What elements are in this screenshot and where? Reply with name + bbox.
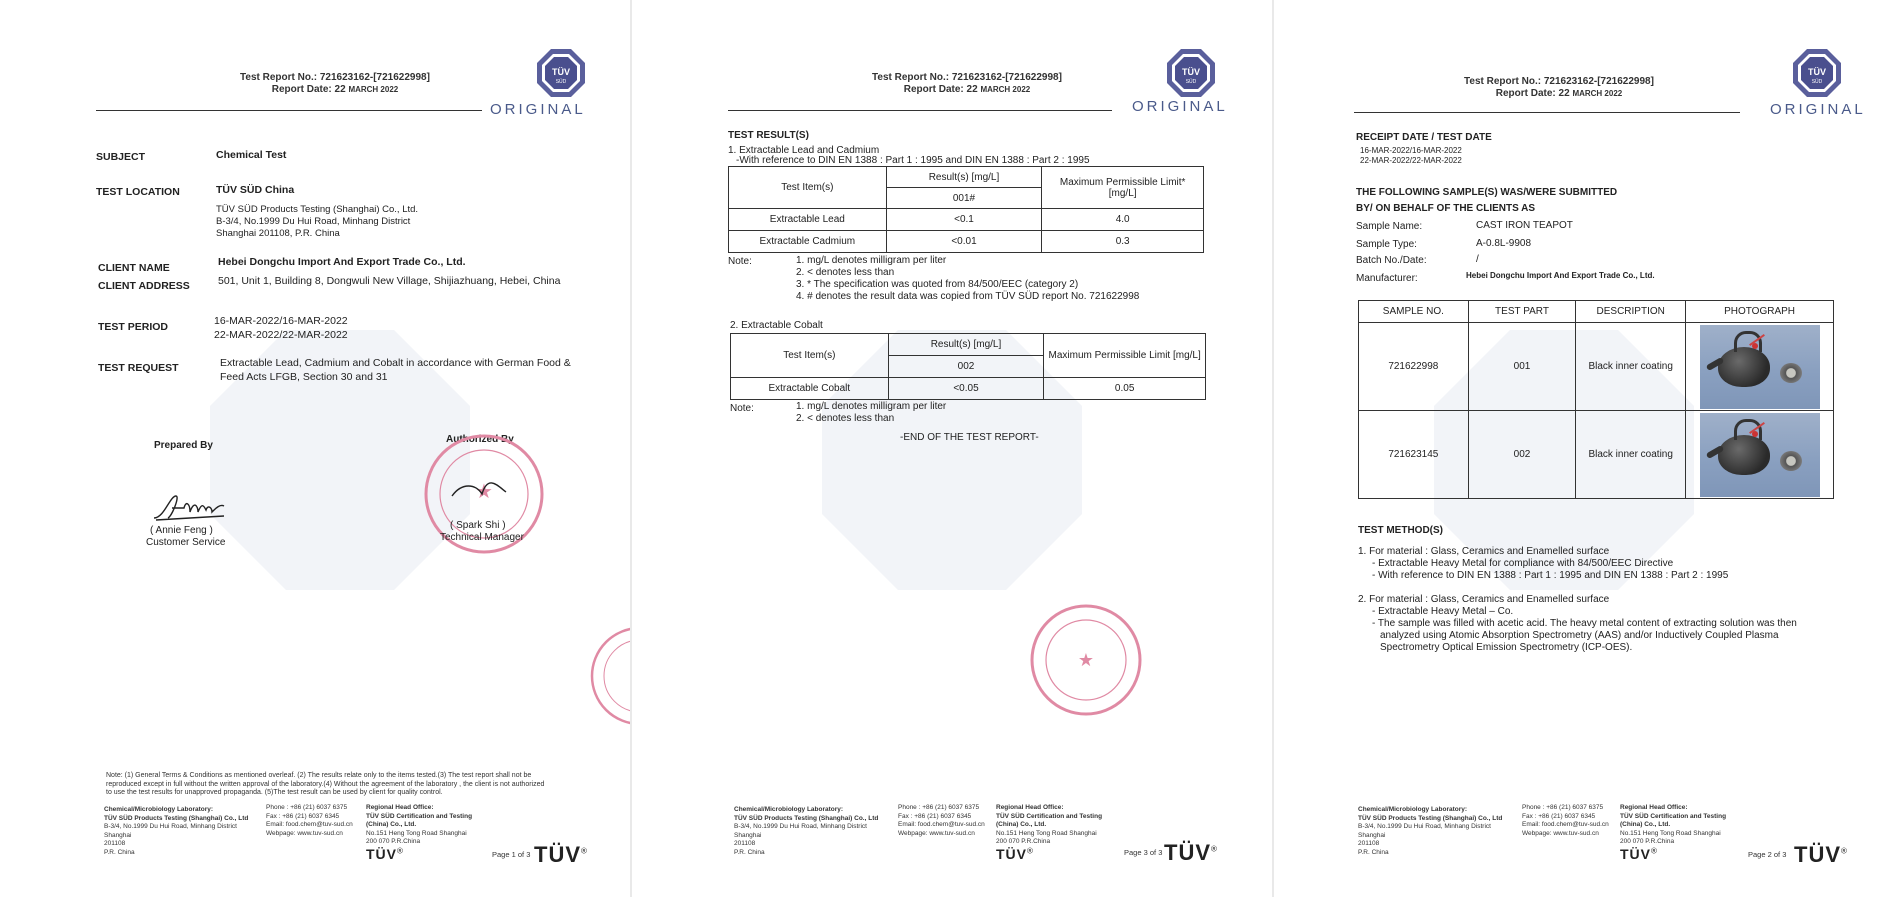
sample-name-label: Sample Name: xyxy=(1356,221,1423,232)
footer-contact: Phone : +86 (21) 6037 6375 Fax : +86 (21) 6037 6345 Email: food.chem@tuv-sud.cn Webpage: www.tuv-sud.cn xyxy=(898,804,985,837)
report-date: Report Date: 22 MARCH 2022 xyxy=(903,84,1031,95)
subject-value: Chemical Test xyxy=(216,149,287,161)
report-number: Test Report No.: 721623162-[721622998] xyxy=(872,72,1062,83)
cobalt-table xyxy=(730,333,1206,400)
col-header-test-item: Test Item(s) xyxy=(729,167,887,209)
svg-text:TÜV: TÜV xyxy=(1182,67,1200,77)
footer-regional-office: Regional Head Office: TÜV SÜD Certification and Testing (China) Co., Ltd. No.151 Heng Tong Road Shanghai 200 070 P.R.China xyxy=(366,804,473,845)
header-divider xyxy=(728,110,1112,111)
svg-text:SÜD: SÜD xyxy=(555,79,567,85)
section2-title: 2. Extractable Cobalt xyxy=(730,320,823,331)
client-address-label: CLIENT ADDRESS xyxy=(98,280,190,292)
page-number: Page 3 of 3 xyxy=(1124,848,1163,857)
test-methods-title: TEST METHOD(S) xyxy=(1358,525,1443,536)
footer-tuv-logo: TÜV® xyxy=(1794,842,1848,867)
sample-type-label: Sample Type: xyxy=(1356,239,1417,250)
col-header-limit: Maximum Permissible Limit [mg/L] xyxy=(1044,334,1206,378)
header-divider xyxy=(96,110,482,111)
svg-text:TÜV: TÜV xyxy=(1808,67,1826,77)
col-header-sample: 002 xyxy=(888,356,1044,378)
table-row: 721622998 001 Black inner coating xyxy=(1359,323,1834,411)
original-stamp: ORIGINAL xyxy=(490,101,586,118)
manufacturer-value: Hebei Dongchu Import And Export Trade Co., Ltd. xyxy=(1466,271,1655,280)
sample-type-value: A-0.8L-9908 xyxy=(1476,238,1532,249)
sample-photo-2 xyxy=(1686,411,1834,499)
batch-label: Batch No./Date: xyxy=(1356,255,1427,266)
authorizer-name: ( Spark Shi ) xyxy=(450,520,506,531)
teapot-photo xyxy=(1700,413,1820,497)
col-header-description: DESCRIPTION xyxy=(1576,301,1686,323)
table-row: Extractable Cadmium <0.01 0.3 xyxy=(729,231,1204,253)
report-header xyxy=(832,72,1102,96)
test-location-address: TÜV SÜD Products Testing (Shanghai) Co., Ltd. B-3/4, No.1999 Du Hui Road, Minhang District Shanghai 201108, P.R. China xyxy=(216,204,419,239)
footer-lab: Chemical/Microbiology Laboratory: TÜV SÜD Products Testing (Shanghai) Co., Ltd B-3/4, No.1999 Du Hui Road, Minhang District Shanghai 201108 P.R. China xyxy=(1358,806,1503,856)
authorizer-title: Technical Manager xyxy=(440,532,524,543)
col-header-test-part: TEST PART xyxy=(1468,301,1576,323)
submitted-heading-1: THE FOLLOWING SAMPLE(S) WAS/WERE SUBMITTED xyxy=(1356,187,1618,198)
method-1: 1. For material : Glass, Ceramics and Enamelled surface - Extractable Heavy Metal for compliance with 84/500/EEC Directive - With reference to DIN EN 1388 : Part 1 : 1995 and DIN EN 1388 : Part 2 : 1995 xyxy=(1358,546,1729,581)
original-stamp: ORIGINAL xyxy=(1770,101,1866,118)
svg-text:★: ★ xyxy=(1077,650,1095,670)
tuv-octagon-logo-icon xyxy=(1792,48,1842,98)
table-row: Extractable Lead <0.1 4.0 xyxy=(729,209,1204,231)
report-header xyxy=(1424,76,1694,100)
tuv-octagon-logo-icon xyxy=(1166,48,1216,98)
section1-title: 1. Extractable Lead and Cadmium xyxy=(728,145,880,156)
footer-tuv-small-logo: TÜV® xyxy=(996,846,1034,862)
svg-text:TÜV: TÜV xyxy=(552,67,570,77)
test-period-label: TEST PERIOD xyxy=(98,321,169,333)
client-address-value: 501, Unit 1, Building 8, Dongwuli New Village, Shijiazhuang, Hebei, China xyxy=(218,275,561,287)
tuv-octagon-logo-icon xyxy=(536,48,586,98)
authorized-by-label: Authorized By xyxy=(446,434,514,445)
footer-tuv-small-logo: TÜV® xyxy=(1620,846,1658,862)
footer-lab: Chemical/Microbiology Laboratory: TÜV SÜD Products Testing (Shanghai) Co., Ltd B-3/4, No.1999 Du Hui Road, Minhang District Shanghai 201108 P.R. China xyxy=(104,806,249,856)
page-number: Page 2 of 3 xyxy=(1748,850,1787,859)
page1-note: Note: (1) General Terms & Conditions as mentioned overleaf. (2) The results relate only to the items tested.(3) The test report shall not be reproduced except in full without the written approval of the laboratory.(4) Without the agreement of the laboratory , the client is not authorized to use the test results for unapproved propaganda. (5)The test result can be used by client for quality control. xyxy=(106,772,545,796)
report-date: Report Date: 22 MARCH 2022 xyxy=(1495,88,1623,99)
lead-cadmium-table xyxy=(728,166,1204,253)
col-header-photograph: PHOTOGRAPH xyxy=(1686,301,1834,323)
svg-text:SÜD: SÜD xyxy=(1811,79,1823,85)
test-request-value: Extractable Lead, Cadmium and Cobalt in accordance with German Food & Feed Acts LFGB, Section 30 and 31 xyxy=(220,357,571,383)
preparer-title: Customer Service xyxy=(146,537,226,548)
preparer-name: ( Annie Feng ) xyxy=(150,525,213,536)
submitted-heading-2: BY/ ON BEHALF OF THE CLIENTS AS xyxy=(1356,203,1536,214)
test-location-value: TÜV SÜD China xyxy=(216,184,295,196)
sample-photo-1 xyxy=(1686,323,1834,411)
footer-contact: Phone : +86 (21) 6037 6375 Fax : +86 (21) 6037 6345 Email: food.chem@tuv-sud.cn Webpage: www.tuv-sud.cn xyxy=(1522,804,1609,837)
test-period-values: 16-MAR-2022/16-MAR-2022 22-MAR-2022/22-MAR-2022 xyxy=(214,315,348,341)
receipt-date-values: 16-MAR-2022/16-MAR-2022 22-MAR-2022/22-MAR-2022 xyxy=(1360,146,1462,165)
footer-regional-office: Regional Head Office: TÜV SÜD Certification and Testing (China) Co., Ltd. No.151 Heng Tong Road Shanghai 200 070 P.R.China xyxy=(996,804,1103,845)
svg-text:SÜD: SÜD xyxy=(1185,79,1197,85)
report-date: Report Date: 22 MARCH 2022 xyxy=(271,84,399,95)
notes-list-2: 1. mg/L denotes milligram per liter 2. < denotes less than xyxy=(796,401,947,424)
report-number: Test Report No.: 721623162-[721622998] xyxy=(240,72,430,83)
col-header-result: Result(s) [mg/L] xyxy=(886,167,1042,188)
col-header-limit: Maximum Permissible Limit* [mg/L] xyxy=(1042,167,1204,209)
prepared-by-label: Prepared By xyxy=(154,440,213,451)
annie-signature-icon xyxy=(150,490,230,524)
company-seal-icon xyxy=(1026,600,1146,720)
report-number: Test Report No.: 721623162-[721622998] xyxy=(1464,76,1654,87)
original-stamp: ORIGINAL xyxy=(1132,98,1228,115)
col-header-sample-no: SAMPLE NO. xyxy=(1359,301,1469,323)
table-row: 721623145 002 Black inner coating xyxy=(1359,411,1834,499)
notes-list-1: 1. mg/L denotes milligram per liter 2. < denotes less than 3. * The specification was quoted from 84/500/EEC (category 2) 4. # denotes the result data was copied from TÜV SÜD report No. 721622998 xyxy=(796,255,1140,302)
report-header xyxy=(200,72,470,96)
page-number: Page 1 of 3 xyxy=(492,850,531,859)
footer-regional-office: Regional Head Office: TÜV SÜD Certification and Testing (China) Co., Ltd. No.151 Heng Tong Road Shanghai 200 070 P.R.China xyxy=(1620,804,1727,845)
sample-table xyxy=(1358,300,1834,499)
receipt-date-title: RECEIPT DATE / TEST DATE xyxy=(1356,132,1492,143)
manufacturer-label: Manufacturer: xyxy=(1356,273,1418,284)
footer-tuv-small-logo: TÜV® xyxy=(366,846,404,862)
footer-contact: Phone : +86 (21) 6037 6375 Fax : +86 (21) 6037 6345 Email: food.chem@tuv-sud.cn Webpage: www.tuv-sud.cn xyxy=(266,804,353,837)
col-header-test-item: Test Item(s) xyxy=(731,334,889,378)
client-name-label: CLIENT NAME xyxy=(98,262,170,274)
client-name-value: Hebei Dongchu Import And Export Trade Co., Ltd. xyxy=(218,256,466,268)
report-page-2 xyxy=(1274,0,1900,897)
test-location-label: TEST LOCATION xyxy=(96,186,180,198)
footer-tuv-logo: TÜV® xyxy=(1164,840,1218,865)
footer-tuv-logo: TÜV® xyxy=(534,842,588,867)
col-header-sample: 001# xyxy=(886,188,1042,209)
subject-label: SUBJECT xyxy=(96,151,146,163)
batch-value: / xyxy=(1476,254,1479,265)
header-divider xyxy=(1354,112,1740,113)
report-page-1 xyxy=(0,0,630,897)
footer-lab: Chemical/Microbiology Laboratory: TÜV SÜD Products Testing (Shanghai) Co., Ltd B-3/4, No.1999 Du Hui Road, Minhang District Shanghai 201108 P.R. China xyxy=(734,806,879,856)
svg-text:★: ★ xyxy=(475,481,493,503)
test-request-label: TEST REQUEST xyxy=(98,362,179,374)
table-row: Extractable Cobalt <0.05 0.05 xyxy=(731,378,1206,400)
method-2: 2. For material : Glass, Ceramics and Enamelled surface - Extractable Heavy Metal – Co. - The sample was filled with acetic acid. The heavy metal content of extracting solution was then analyzed using Atomic Absorption Spectrometry (AAS) and/or Inductively Coupled Plasma Spectrometry Optical Emission Spectrometry (ICP-OES). xyxy=(1358,594,1797,653)
col-header-result: Result(s) [mg/L] xyxy=(888,334,1044,356)
note-label: Note: xyxy=(730,403,754,414)
partial-seal-icon xyxy=(588,624,630,728)
report-page-3 xyxy=(632,0,1272,897)
teapot-photo xyxy=(1700,325,1820,409)
section1-reference: -With reference to DIN EN 1388 : Part 1 : 1995 and DIN EN 1388 : Part 2 : 1995 xyxy=(736,155,1090,166)
sample-name-value: CAST IRON TEAPOT xyxy=(1476,220,1573,231)
end-of-report: -END OF THE TEST REPORT- xyxy=(900,432,1039,443)
note-label: Note: xyxy=(728,256,752,267)
test-results-title: TEST RESULT(S) xyxy=(728,130,809,141)
